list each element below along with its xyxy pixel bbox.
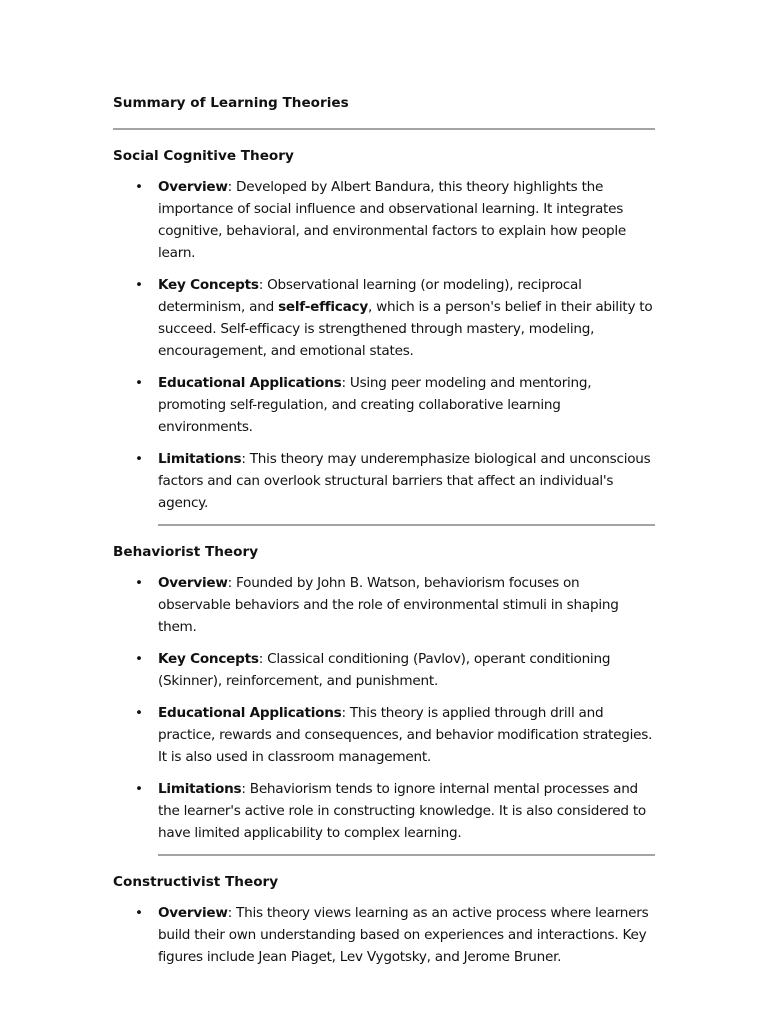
item-label: Overview [158, 905, 228, 921]
bullet-icon: • [135, 781, 143, 797]
item-label: Limitations [158, 451, 242, 467]
item-label: Key Concepts [158, 277, 259, 293]
list-item [135, 572, 655, 638]
item-label: Limitations [158, 781, 242, 797]
section-social-cognitive [113, 146, 655, 526]
document-title: Summary of Learning Theories [113, 95, 349, 111]
item-emphasis: self-efficacy [278, 299, 368, 315]
item-text: : This theory is applied through drill and practice, rewards and consequences, and behavior modification strategies. It is also used in classroom management. [158, 705, 653, 765]
list-item [135, 648, 655, 692]
bullet-icon: • [135, 451, 143, 467]
title-divider [113, 128, 655, 130]
item-label: Overview [158, 575, 228, 591]
item-text: , which is a person's belief in their ability to succeed. Self-efficacy is strengthened through mastery, modeling, encouragement, and emotional states. [158, 299, 653, 359]
section-behaviorist [113, 542, 655, 856]
section-heading: Constructivist Theory [113, 874, 279, 890]
bullet-list [113, 572, 655, 844]
item-text: : Behaviorism tends to ignore internal mental processes and the learner's active role in constructing knowledge. It is also considered to have limited applicability to complex learning. [158, 781, 646, 841]
bullet-icon: • [135, 905, 143, 921]
list-item [135, 274, 655, 362]
item-text-before: : Observational learning (or modeling), reciprocal determinism, and [158, 277, 582, 315]
item-text: : Using peer modeling and mentoring, promoting self-regulation, and creating collaborative learning environments. [158, 375, 592, 435]
bullet-icon: • [135, 179, 143, 195]
section-constructivist [113, 872, 655, 968]
item-text: : Developed by Albert Bandura, this theory highlights the importance of social influence and observational learning. It integrates cognitive, behavioral, and environmental factors to explain how people learn. [158, 179, 627, 261]
bullet-list [113, 176, 655, 514]
list-item [135, 372, 655, 438]
section-divider [158, 854, 655, 856]
bullet-list [113, 902, 655, 968]
bullet-icon: • [135, 375, 143, 391]
list-item [135, 448, 655, 514]
section-divider [158, 524, 655, 526]
list-item [135, 176, 655, 264]
section-heading: Behaviorist Theory [113, 544, 259, 560]
item-text: : Classical conditioning (Pavlov), operant conditioning (Skinner), reinforcement, and punishment. [158, 651, 611, 689]
bullet-icon: • [135, 277, 143, 293]
bullet-icon: • [135, 705, 143, 721]
item-label: Overview [158, 179, 228, 195]
item-text: : Founded by John B. Watson, behaviorism focuses on observable behaviors and the role of environmental stimuli in shaping them. [158, 575, 619, 635]
bullet-icon: • [135, 651, 143, 667]
item-label: Key Concepts [158, 651, 259, 667]
bullet-icon: • [135, 575, 143, 591]
item-text: : This theory may underemphasize biological and unconscious factors and can overlook structural barriers that affect an individual's agency. [158, 451, 651, 511]
item-text: : This theory views learning as an active process where learners build their own understanding based on experiences and interactions. Key figures include Jean Piaget, Lev Vygotsky, and Jerome Bruner. [158, 905, 649, 965]
item-label: Educational Applications [158, 375, 342, 391]
list-item [135, 778, 655, 844]
list-item [135, 902, 655, 968]
section-heading: Social Cognitive Theory [113, 148, 294, 164]
item-label: Educational Applications [158, 705, 342, 721]
list-item [135, 702, 655, 768]
